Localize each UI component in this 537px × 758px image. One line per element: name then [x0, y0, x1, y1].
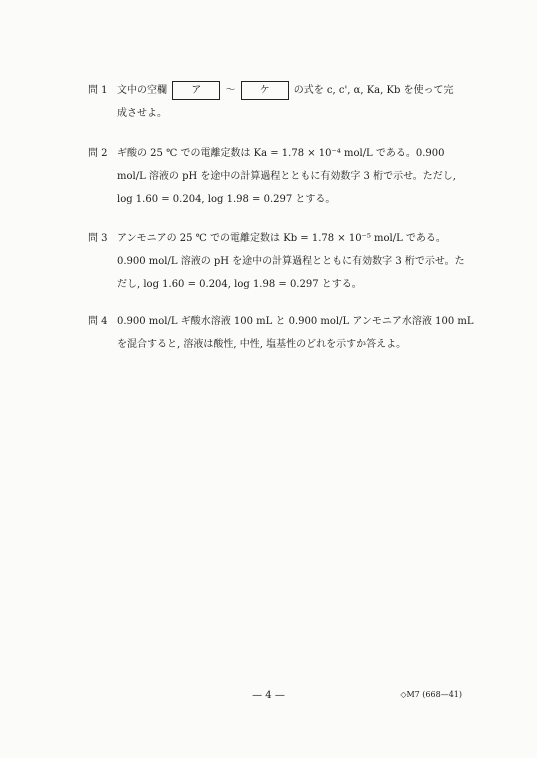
question-text: 文中の空欄	[117, 85, 167, 96]
blank-box-ke: ケ	[241, 81, 289, 100]
question-2	[88, 142, 478, 211]
question-number: 問 2	[88, 148, 108, 159]
question-text: を混合すると, 溶液は酸性, 中性, 塩基性のどれを示すか答えよ。	[117, 339, 407, 350]
question-4	[88, 310, 478, 356]
question-3	[88, 227, 478, 296]
question-text: だし, log 1.60 = 0.204, log 1.98 = 0.297 とする。	[117, 279, 362, 290]
question-text: mol/L 溶液の pH を途中の計算過程とともに有効数字 3 桁で示せ。ただし,	[117, 171, 456, 182]
question-number: 問 4	[88, 316, 108, 327]
blank-box-a: ア	[172, 81, 220, 100]
question-text: アンモニアの 25 ℃ での電離定数は Kb = 1.78 × 10⁻⁵ mol/L である。	[117, 233, 446, 244]
question-text: 成させよ。	[117, 108, 167, 119]
exam-code: ◇M7 (668—41)	[400, 690, 462, 699]
question-number: 問 1	[88, 85, 108, 96]
question-number: 問 3	[88, 233, 108, 244]
question-text: 0.900 mol/L ギ酸水溶液 100 mL と 0.900 mol/L アンモニア水溶液 100 mL	[117, 316, 474, 327]
tilde: 〜	[225, 85, 236, 96]
page-number: — 4 —	[252, 690, 285, 701]
question-text: log 1.60 = 0.204, log 1.98 = 0.297 とする。	[117, 194, 336, 205]
question-text: 0.900 mol/L 溶液の pH を途中の計算過程とともに有効数字 3 桁で示せ。た	[117, 256, 465, 267]
question-text: の式を c, c', α, Ka, Kb を使って完	[293, 85, 454, 96]
question-1	[88, 79, 478, 125]
question-text: ギ酸の 25 ℃ での電離定数は Ka = 1.78 × 10⁻⁴ mol/L である。0.900	[117, 148, 445, 159]
